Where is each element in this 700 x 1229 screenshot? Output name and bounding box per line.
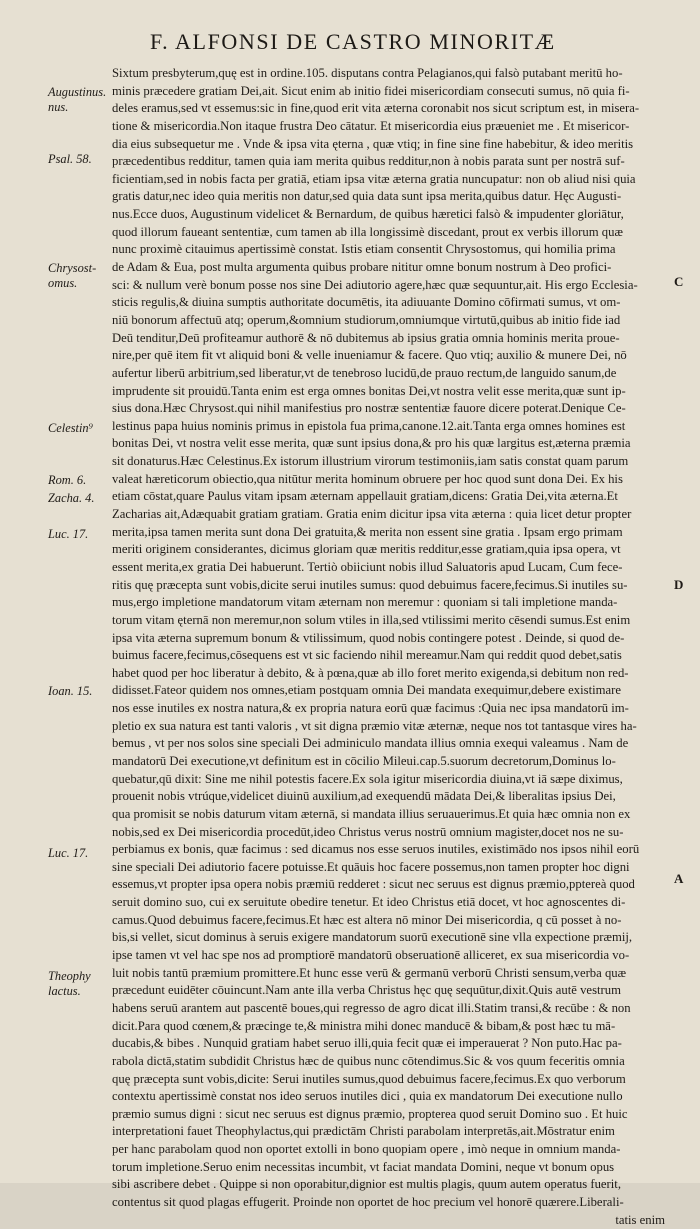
text-line: sticis regulis,& diuina sumptis authoritate documētis, ita adiuuante Domino cōfirmati sumus, vt om-: [112, 295, 621, 310]
text-line: ipsa vita æterna supremum bonum & vtilissimum, quod nobis contingere potest . Deinde, si quod de-: [112, 630, 625, 645]
text-line: bemus , vt per nos solos sine speciali Dei adminiculo mandata illius omnia exequi valeamus . Nam de: [112, 736, 629, 751]
margin-note-theophylactus: Theophy lactus.: [48, 969, 91, 998]
text-line: lestinus papa huius nominis primus in epistola fua prima,canone.12.ait.Tanta erga omnes homines est: [112, 418, 626, 433]
text-line: sit donaturus.Hæc Celestinus.Ex istorum illustrium virorum testimoniis,iam satis constat quam parum: [112, 454, 629, 469]
text-line: niū bonorum affectuū atq; operum,&omnium studiorum,omniumque virtutū,quibus ab initio fide iad: [112, 312, 621, 327]
text-line: dicit.Para quod cœnem,& præcinge te,& ministra mihi donec manducē & bibam,& post hæc tu mā-: [112, 1018, 616, 1033]
text-line: mandatorū Dei executione,vt definitum est in cōcilio Mileui.cap.5.suorum decretorum,Dominus lo-: [112, 753, 616, 768]
text-line: contextu apertissimè constat nos ideo seruos inutiles dici , quia ex mandatorum Dei executione nullo: [112, 1089, 623, 1104]
text-line: Zacharias ait,Adæquabit gratiam gratiam. Gratia enim dicitur ipsa vita æterna : quia licet detur propter: [112, 507, 632, 522]
text-line: quebatur,qū dixit: Sine me nihil potestis facere.Ex sola igitur misericordia diuina,vt iā sæpe diximus,: [112, 771, 623, 786]
text-line: mus,ergo impletione mandatorum vitam æternam non meremur : quoniam si tali impletione manda-: [112, 595, 618, 610]
text-line: pletio ex sua natura est tanti valoris , vt sit digna præmio vitæ æternæ, neque nos tot tantasque vires ha-: [112, 718, 637, 733]
text-line: sibi ascribere debet . Quippe si non oporabitur,dignior est multis plagis, quum autem operatus fuerit,: [112, 1177, 621, 1192]
text-line: sci: & nullum verè bonum posse nos sine Dei adiutorio agere,hæc quæ sequuntur,ait. His ergo Ecclesia-: [112, 277, 638, 292]
text-line: habet quod per hoc liberatur à debito, & à pœna,quæ ab illo foret merito exigenda,si debitum non red-: [112, 665, 629, 680]
text-line: habens seruū arantem aut pascentē boues,qui regresso de agro dicat illi.Statim transi,& recūbe : & non: [112, 1000, 631, 1015]
margin-note-luc-17: Luc. 17.: [48, 527, 89, 541]
margin-note-zacha: Zacha. 4.: [48, 491, 95, 505]
text-line: Deū tenditur,Deū profiteamur authorē & nō dubitemus ab ipsius gratia omnia hominis merita proue-: [112, 330, 620, 345]
margin-note-psal: Psal. 58.: [48, 152, 92, 166]
text-line: camus.Quod debuimus facere,fecimus.Et hæc est altera nō minor Dei misericordia, q cū posset à no-: [112, 912, 622, 927]
main-text-column: [112, 65, 665, 1229]
text-line: didisset.Fateor quidem nos omnes,etiam postquam omnia Dei mandata exequimur,debere existimare: [112, 683, 621, 698]
margin-note-augustinus: Augustinus. nus.: [48, 85, 107, 114]
text-line: luit nobis tantū præmium promittere.Et hunc esse verū & germanū verborū Christi sensum,verba quæ: [112, 965, 627, 980]
text-line: bis,si vellet, sicut dominus à seruis exigere mandatorum suorū executionē sine vlla expectione præmij,: [112, 930, 633, 945]
text-line: perbiamus ex bonis, quæ facimus : sed dicamus nos esse seruos inutiles, existimādo nos ipsos nihil eorū: [112, 842, 640, 857]
margin-note-rom: Rom. 6.: [48, 473, 87, 487]
text-line: tione & misericordia.Non itaque frustra Deo cātatur. Et misericordia eius præueniet me . Et misericor-: [112, 118, 630, 133]
text-line: nus.Ecce duos, Augustinum videlicet & Bernardum, de quibus hæretici falsò & impudenter gloriātur,: [112, 207, 624, 222]
text-line: etiam cōstat,quare Paulus vitam ipsam æternam appellauit gratiam,dicens: Gratia Dei,vita æterna.Et: [112, 489, 618, 504]
text-line: ipse tamen vt vel hac spe nos ad promptiorē mandatorū obseruationē alliceret, ex sua misericordia vo-: [112, 948, 630, 963]
text-line: tatis enim: [615, 1212, 665, 1227]
text-line: ritis quę præcepta sunt vobis,dicite serui inutiles sumus: quod debuimus facere,fecimus.Si inutiles su-: [112, 577, 628, 592]
text-line: prouenit nobis vtrúque,videlicet diuinū auxilium,ad exequendū mādata Dei,& liberalitas ipsius Dei,: [112, 789, 616, 804]
text-line: buimus facere,fecimus,cōsequens est vt sic faciendo nihil mereamur.Nam qui reddit quod debet,satis: [112, 648, 622, 663]
text-line: præmio sumus digni : sicut nec seruus est dignus præmio, propterea quod seruit Domino suo . Et huic: [112, 1106, 628, 1121]
text-line: minis præcedere gratiam Dei,ait. Sicut enim ab initio fidei misericordiam consecuti sumus, nō quia fi-: [112, 83, 630, 98]
text-line: quod illorum faueant sententiæ, cum tamen ab illa longissimè discedant, prout ex verbis illorum quæ: [112, 224, 623, 239]
text-line: meriti originem considerantes, dicimus gloriam quæ meritis redditur,esse gratiam,quia ipsa opera, vt: [112, 542, 621, 557]
text-line: qua promisit se nobis daturum vitam æternā, si mandata illius seruauerimus.Et quia hæc omnia non ex: [112, 806, 631, 821]
text-line: bonitas Dei, vt nostra velit esse merita, quæ sunt ipsius dona,& pro his quæ largitus est,æterna præmia: [112, 436, 631, 451]
section-letter-d: D: [674, 577, 684, 592]
margin-note-ioan: Ioan. 15.: [48, 684, 93, 698]
section-letter-a: A: [674, 871, 684, 886]
text-line: contentus sit quod plagas effugerit. Proinde non oportet de hoc precium vel honorē quærere.Liberali-: [112, 1195, 624, 1209]
text-line: gratis datur,nec ideo quia meritis non datur,sed quia data sunt ipsa merita,quibus datur. Hęc Augusti-: [112, 189, 622, 204]
text-line: interpretationi fauet Theophylactus,qui prædictām Christi parabolam interpretās,ait.Mōstratur enim: [112, 1124, 615, 1139]
text-line: nos esse inutiles ex nostra natura,& ex propria natura eorū quæ facimus :Quia nec ipsa mandatorū im-: [112, 701, 629, 716]
text-line: torum vitam ęternā non meremur,non solum vtiles in illa,sed vtilissimi merito cēsendi sumus.Est enim: [112, 612, 631, 627]
margin-note-celestin: Celestin⁹: [48, 421, 93, 435]
text-line: præcedunt euidēter cōuincunt.Nam ante illa verba Christus hęc quę sequūtur,dixit.Quis autē vestrum: [112, 983, 621, 998]
text-line: dia eius subsequetur me . Vnde & ipsa vita ęterna , quæ vtiq; in fine sine fine habebitur, & ideo meritis: [112, 136, 634, 151]
text-line: aufertur liberū arbitrium,sed liberatur,vt de tenebroso lucidū,de prauo rectum,de languido sanum,de: [112, 365, 617, 380]
margin-note-luc-17-second: Luc. 17.: [48, 846, 89, 860]
text-line: rabola dictā,statim subdidit Christus hæc de quibus nunc cōtendimus.Sic & vos quum feceritis omnia: [112, 1053, 625, 1068]
text-line: imprudente sit prouidū.Tanta enim est erga omnes bonitas Dei,vt nostra velit esse merita,quæ sunt ip-: [112, 383, 626, 398]
text-line: per hanc parabolam quod non oportet extolli in bono quopiam opere , imò neque in omnium manda-: [112, 1142, 621, 1157]
text-line: valeat hæreticorum obiectio,qua nitūtur merita hominum obruere per hoc quod sunt dona Dei. Ex his: [112, 471, 623, 486]
text-line: nobis,sed ex Dei misericordia procedūt,ideo Christus verus nostrū omnium magister,docet nos ne su-: [112, 824, 624, 839]
section-letter-c: C: [674, 274, 684, 289]
text-line: præcedentibus redditur, tamen quia iam merita quibus redditur,non à nobis parata sunt per nostrā suf-: [112, 154, 625, 169]
text-line: Sixtum presbyterum,quę est in ordine.105. disputans contra Pelagianos,qui falsò putabant meritū ho-: [112, 66, 623, 80]
text-line: seruit domino suo, cui ex seruitute obedire tenetur. Et ideo Christus etiā docet, vt hoc agnoscentes di-: [112, 895, 626, 910]
text-line: nire,per quē item fit vt aliquid boni & velle inueniamur & facere. Quo vtiq; auxilio & munere Dei, nō: [112, 348, 627, 363]
margin-note-chrysostomus: Chrysost- omus.: [48, 261, 97, 290]
text-line: de Adam & Eua, post multa argumenta quibus probare nititur omne bonum nostrum à Deo profici-: [112, 260, 612, 275]
text-line: torum impletione.Seruo enim necessitas incumbit, vt faciat mandata Domini, neque vt bonum opus: [112, 1159, 615, 1174]
text-line: merita,ipsa tamen merita sunt dona Dei gratuita,& merita non essent sine gratia . Ipsam ergo primam: [112, 524, 623, 539]
text-line: quę præcepta sunt vobis,dicite: Serui inutiles sumus,quod debuimus facere,fecimus.Ex quo verborum: [112, 1071, 626, 1086]
text-line: sine speciali Dei adiutorio facere potuisse.Et quāuis hoc facere possemus,non tamen propter hoc digni: [112, 859, 630, 874]
text-line: deles eramus,sed vt essemus:sic in fine,quod erit vita æterna coronabit nos sicut scriptum est, in misera-: [112, 101, 640, 116]
running-title: F. ALFONSI DE CASTRO MINORITÆ: [150, 29, 556, 54]
text-line: ducabis,& bibes . Nunquid gratiam habet seruo illi,quia fecit quæ ei imperauerat ? Non puto.Hac pa-: [112, 1036, 622, 1051]
text-line: essent merita,ex gratia Dei habuerunt. Tertiò obiiciunt nobis illud Saluatoris apud Lucam, Cum fece-: [112, 559, 623, 574]
text-line: sius dona.Hæc Chrysost.qui nihil manifestius pro nostræ sententiæ fauore dicere poterat.Denique Ce-: [112, 401, 626, 416]
text-line: essemus,vt propter ipsa opera nobis præmiū redderet : sicut nec seruus est dignus præmio,pptereà quod: [112, 877, 635, 892]
text-line: ficientiam,sed in nobis facta per gratiā, etiam ipsa vitæ æterna gratia nuncupatur: non ob aliud nisi quia: [112, 171, 636, 186]
text-line: nunc proximè citauimus apertissimè constat. Istis etiam consentit Chrysostomus, qui homilia prima: [112, 242, 616, 257]
